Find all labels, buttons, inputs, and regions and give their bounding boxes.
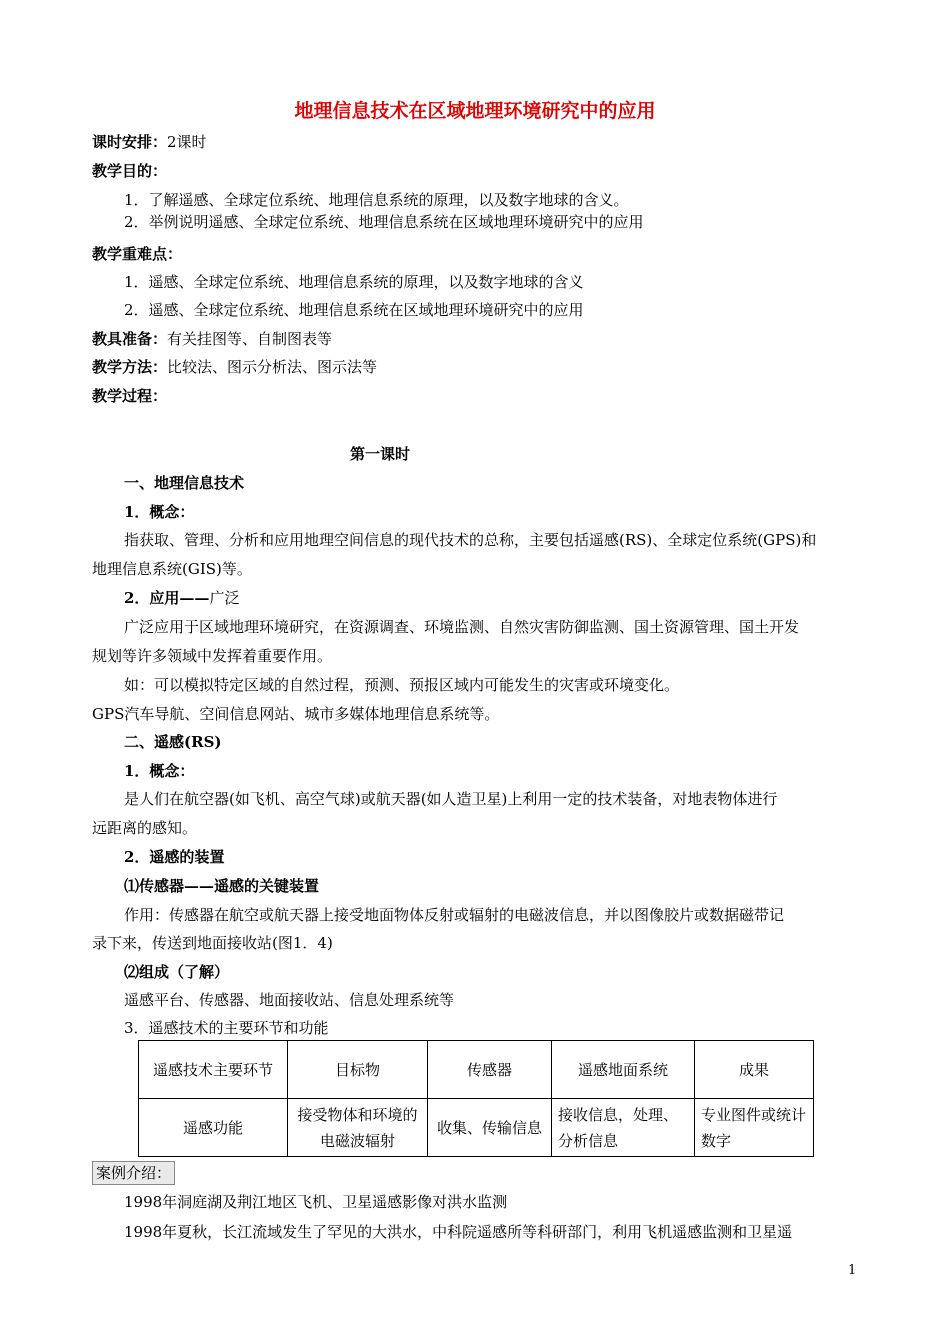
table-cell: 遥感功能 — [139, 1099, 288, 1157]
keypoints-label: 教学重难点： — [92, 245, 183, 263]
goal-item-1: 1．了解遥感、全球定位系统、地理信息系统的原理，以及数字地球的含义。 — [124, 191, 629, 209]
sec2-compose-text: 遥感平台、传感器、地面接收站、信息处理系统等 — [124, 991, 455, 1009]
sec1-heading: 一、地理信息技术 — [124, 474, 245, 492]
methods-label: 教学方法： — [92, 358, 168, 376]
sec2-table-heading: 3．遥感技术的主要环节和功能 — [124, 1019, 329, 1037]
table-header-cell: 传感器 — [428, 1041, 552, 1099]
sec2-sensor-line-1: 作用：传感器在航空或航天器上接受地面物体反射或辐射的电磁波信息，并以图像胶片或数据磁带记 — [124, 906, 785, 924]
lesson-heading: 第一课时 — [350, 445, 411, 463]
sec1-app-heading-line — [124, 588, 239, 608]
sec1-concept-heading: 1．概念： — [124, 503, 195, 521]
goals-label: 教学目的： — [92, 162, 168, 180]
table-header-cell: 遥感地面系统 — [552, 1041, 695, 1099]
page-number: 1 — [848, 1263, 857, 1278]
goal-item-2: 2．举例说明遥感、全球定位系统、地理信息系统在区域地理环境研究中的应用 — [124, 213, 644, 231]
sec2-concept-heading: 1．概念： — [124, 762, 195, 780]
page-title: 地理信息技术在区域地理环境研究中的应用 — [294, 100, 656, 122]
table-header-cell: 成果 — [695, 1041, 814, 1099]
methods-value: 比较法、图示分析法、图示法等 — [167, 358, 378, 376]
table-cell: 接收信息，处理、分析信息 — [552, 1099, 695, 1157]
remote-sensing-table — [138, 1040, 814, 1157]
case-line-2: 1998年夏秋，长江流域发生了罕见的大洪水，中科院遥感所等科研部门，利用飞机遥感监测和卫星遥 — [124, 1223, 793, 1241]
sec2-sensor-line-2: 录下来，传送到地面接收站(图1．4) — [92, 934, 333, 952]
table-row — [139, 1099, 814, 1157]
sec1-app-heading: 2．应用—— — [124, 589, 210, 607]
sec1-concept-line-1: 指获取、管理、分析和应用地理空间信息的现代技术的总称，主要包括遥感(RS)、全球定位系统(GPS)和 — [124, 531, 817, 549]
table-cell: 专业图件或统计数字 — [695, 1099, 814, 1157]
sec2-sensor-heading: ⑴传感器——遥感的关键装置 — [124, 877, 320, 895]
table-cell: 收集、传输信息 — [428, 1099, 552, 1157]
sec2-heading: 二、遥感(RS) — [124, 733, 222, 751]
sec1-example-2: GPS汽车导航、空间信息网站、城市多媒体地理信息系统等。 — [92, 705, 500, 723]
table-cell: 接受物体和环境的电磁波辐射 — [288, 1099, 428, 1157]
schedule-label: 课时安排： — [92, 133, 168, 151]
tools-line — [92, 329, 332, 349]
sec2-concept-line-1: 是人们在航空器(如飞机、高空气球)或航天器(如人造卫星)上利用一定的技术装备，对地表物体进行 — [124, 790, 778, 808]
sec1-concept-line-2: 地理信息系统(GIS)等。 — [92, 560, 252, 578]
sec2-concept-line-2: 远距离的感知。 — [92, 819, 198, 837]
schedule-value: 2课时 — [167, 133, 207, 151]
case-label: 案例介绍： — [92, 1161, 175, 1185]
case-line-1: 1998年洞庭湖及荆江地区飞机、卫星遥感影像对洪水监测 — [124, 1193, 508, 1211]
sec1-app-line-1: 广泛应用于区域地理环境研究，在资源调查、环境监测、自然灾害防御监测、国土资源管理、国土开发 — [124, 618, 800, 636]
sec1-app-line-2: 规划等许多领域中发挥着重要作用。 — [92, 647, 333, 665]
process-label: 教学过程： — [92, 387, 168, 405]
schedule-line — [92, 132, 207, 152]
table-header-cell: 遥感技术主要环节 — [139, 1041, 288, 1099]
keypoint-item-1: 1．遥感、全球定位系统、地理信息系统的原理，以及数字地球的含义 — [124, 273, 584, 291]
keypoint-item-2: 2．遥感、全球定位系统、地理信息系统在区域地理环境研究中的应用 — [124, 301, 584, 319]
tools-label: 教具准备： — [92, 330, 168, 348]
table-header-cell: 目标物 — [288, 1041, 428, 1099]
methods-line — [92, 357, 377, 377]
sec2-device-heading: 2．遥感的装置 — [124, 848, 225, 866]
sec2-compose-heading: ⑵组成（了解） — [124, 963, 230, 981]
table-header-row — [139, 1041, 814, 1099]
sec1-app-heading-suffix: 广泛 — [209, 589, 240, 607]
tools-value: 有关挂图等、自制图表等 — [167, 330, 333, 348]
sec1-example-1: 如：可以模拟特定区域的自然过程，预测、预报区域内可能发生的灾害或环境变化。 — [124, 676, 680, 694]
